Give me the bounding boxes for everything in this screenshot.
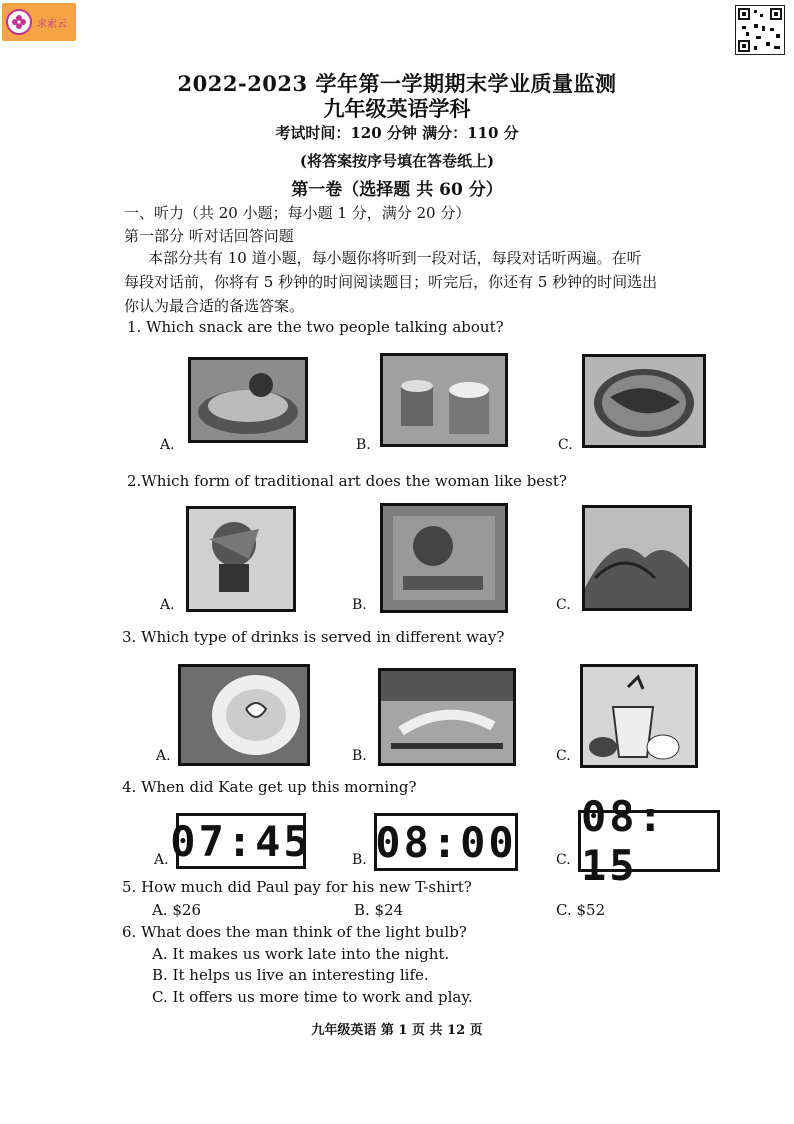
art-photo-a-icon xyxy=(186,506,296,612)
clock-a-display: 07:45 xyxy=(176,813,306,869)
art-photo-b-icon xyxy=(380,503,508,613)
drink-photo-b-icon xyxy=(378,668,516,766)
art-photo-c-icon xyxy=(582,505,692,611)
flower-logo-icon xyxy=(6,9,32,35)
exam-instruction: (将答案按序号填在答卷纸上) xyxy=(299,152,495,170)
clock-c-display: 08: 15 xyxy=(578,810,720,872)
question-1-option-a: A. xyxy=(160,437,175,453)
question-5-stem: 5. How much did Paul pay for his new T-shirt? xyxy=(122,878,472,896)
question-5-option-b: B. $24 xyxy=(354,901,404,919)
question-2-stem: 2.Which form of traditional art does the woman like best? xyxy=(127,472,567,490)
page-footer: 九年级英语 第 1 页 共 12 页 xyxy=(311,1023,483,1038)
question-4-option-b: B. xyxy=(352,852,367,868)
question-3-option-a: A. xyxy=(156,748,171,764)
drink-photo-c-icon xyxy=(580,664,698,768)
volume-heading: 第一卷（选择题 共 60 分） xyxy=(291,180,503,200)
question-6-option-c: C. It offers us more time to work and play. xyxy=(152,988,473,1006)
part-heading: 第一部分 听对话回答问题 xyxy=(124,227,294,245)
question-1-option-c: C. xyxy=(558,437,573,453)
intro-line-2: 每段对话前，你将有 5 秒钟的时间阅读题目；听完后，你还有 5 秒钟的时间选出 xyxy=(124,273,658,291)
watermark-label: 求索云 xyxy=(37,18,67,30)
question-6-option-b: B. It helps us live an interesting life. xyxy=(152,966,429,984)
question-4-option-a: A. xyxy=(154,852,169,868)
question-6-option-a: A. It makes us work late into the night. xyxy=(152,945,450,963)
exam-subject: 九年级英语学科 xyxy=(323,96,471,121)
question-2-option-b: B. xyxy=(352,597,367,613)
exam-title: 2022-2023 学年第一学期期末学业质量监测 xyxy=(177,71,617,96)
qr-code-icon xyxy=(735,5,785,55)
question-3-stem: 3. Which type of drinks is served in different way? xyxy=(122,628,505,646)
question-4-stem: 4. When did Kate get up this morning? xyxy=(122,778,417,796)
snack-photo-c-icon xyxy=(582,354,706,448)
question-5-option-a: A. $26 xyxy=(152,901,201,919)
drink-photo-a-icon xyxy=(178,664,310,766)
question-4-option-c: C. xyxy=(556,852,571,868)
snack-photo-b-icon xyxy=(380,353,508,447)
snack-photo-a-icon xyxy=(188,357,308,443)
question-1-stem: 1. Which snack are the two people talking about? xyxy=(127,318,504,336)
question-2-option-c: C. xyxy=(556,597,571,613)
question-3-option-b: B. xyxy=(352,748,367,764)
intro-line-3: 你认为最合适的备选答案。 xyxy=(124,297,305,315)
question-1-option-b: B. xyxy=(356,437,371,453)
question-3-option-c: C. xyxy=(556,748,571,764)
section-heading: 一、听力（共 20 小题；每小题 1 分，满分 20 分） xyxy=(124,204,471,222)
question-6-stem: 6. What does the man think of the light bulb? xyxy=(122,923,467,941)
watermark-logo xyxy=(2,3,76,41)
clock-b-display: 08:00 xyxy=(374,813,518,871)
exam-info: 考试时间：120 分钟 满分：110 分 xyxy=(275,124,519,142)
intro-line-1: 本部分共有 10 道小题，每小题你将听到一段对话，每段对话听两遍。在听 xyxy=(148,249,642,267)
question-5-option-c: C. $52 xyxy=(556,901,606,919)
question-2-option-a: A. xyxy=(160,597,175,613)
